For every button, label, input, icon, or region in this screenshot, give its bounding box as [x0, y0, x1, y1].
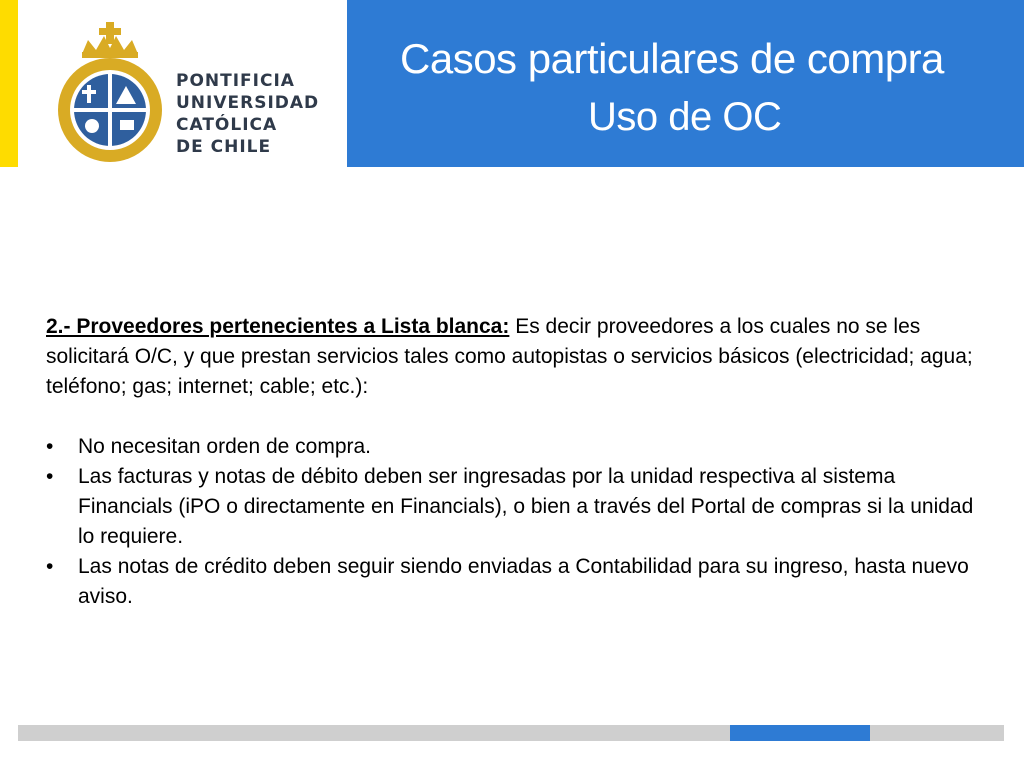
- list-item: [46, 462, 991, 552]
- list-item: [46, 552, 991, 612]
- page-subtitle: Uso de OC: [588, 95, 782, 139]
- bullet-icon: •: [46, 555, 54, 578]
- intro-paragraph: [46, 312, 991, 402]
- accent-bar: [0, 0, 18, 167]
- bullet-icon: •: [46, 435, 54, 458]
- logo-line: CATÓLICA: [176, 115, 278, 135]
- university-crest-icon: [54, 20, 166, 166]
- intro-text: Es decir proveedores a los cuales no se les solicitará O/C, y que prestan servicios tales como autopistas o servicios básicos (electricidad; agua; teléfono; gas; internet; cable; etc.):: [46, 315, 973, 398]
- list-item-text: Las facturas y notas de débito deben ser ingresadas por la unidad respectiva al sistema Financials (iPO o directamente en Financials), o bien a través del Portal de compras si la unidad lo requiere.: [78, 465, 974, 548]
- page-title: Casos particulares de compra: [400, 35, 944, 82]
- logo-line: PONTIFICIA: [176, 71, 295, 91]
- bullet-list: [46, 432, 991, 612]
- slide-body: [46, 312, 991, 612]
- list-item-text: Las notas de crédito deben seguir siendo enviadas a Contabilidad para su ingreso, hasta nuevo aviso.: [78, 555, 969, 608]
- list-item-text: No necesitan orden de compra.: [78, 435, 372, 458]
- footer-accent: [730, 725, 870, 741]
- bullet-icon: •: [46, 465, 54, 488]
- logo-line: DE CHILE: [176, 137, 272, 157]
- logo-text: [176, 70, 356, 158]
- logo-area: [18, 0, 347, 167]
- intro-lead: 2.- Proveedores pertenecientes a Lista blanca:: [46, 315, 510, 338]
- list-item: [46, 432, 991, 462]
- logo-line: UNIVERSIDAD: [176, 93, 320, 113]
